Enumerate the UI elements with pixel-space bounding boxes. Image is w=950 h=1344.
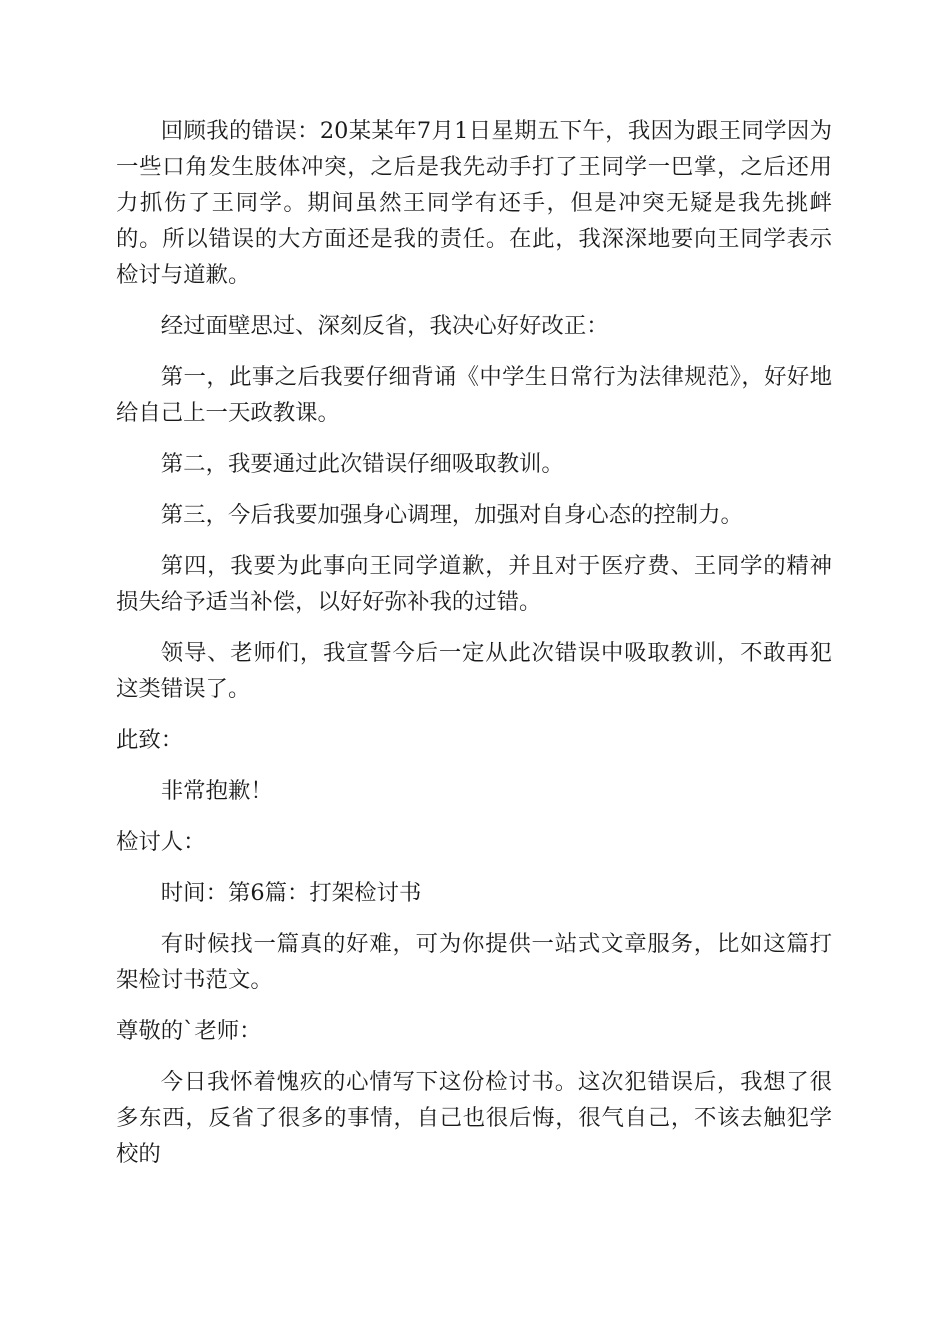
document-body	[116, 113, 832, 1187]
letter-greeting: 尊敬的`老师：	[116, 1018, 262, 1044]
paragraph-point-four: 第四，我要为此事向王同学道歉，并且对于医疗费、王同学的精神损失给予适当补偿，以好好弥补我的过错。	[116, 553, 832, 615]
closing-salutation: 此致：	[116, 727, 184, 753]
paragraph-letter-opening: 今日我怀着愧疚的心情写下这份检讨书。这次犯错误后，我想了很多东西，反省了很多的事情，自己也很后悔，很气自己，不该去触犯学校的	[116, 1069, 832, 1167]
paragraph-point-one: 第一，此事之后我要仔细背诵《中学生日常行为法律规范》，好好地给自己上一天政教课。	[116, 364, 832, 426]
closing-apology: 非常抱歉！	[160, 778, 273, 804]
paragraph-service-note: 有时候找一篇真的好难，可为你提供一站式文章服务，比如这篇打架检讨书范文。	[116, 931, 832, 993]
paragraph-error-review: 回顾我的错误：20某某年7月1日星期五下午，我因为跟王同学因为一些口角发生肢体冲突，之后是我先动手打了王同学一巴掌，之后还用力抓伤了王同学。期间虽然王同学有还手，但是冲突无疑是我先挑衅的。所以错误的大方面还是我的责任。在此，我深深地要向王同学表示检讨与道歉。	[116, 118, 832, 288]
paragraph-pledge: 领导、老师们，我宣誓今后一定从此次错误中吸取教训，不敢再犯这类错误了。	[116, 640, 832, 702]
paragraph-resolution-intro: 经过面壁思过、深刻反省，我决心好好改正：	[160, 313, 609, 339]
signature-label: 检讨人：	[116, 829, 206, 855]
paragraph-point-three: 第三，今后我要加强身心调理，加强对自身心态的控制力。	[160, 502, 743, 528]
paragraph-point-two: 第二，我要通过此次错误仔细吸取教训。	[160, 451, 564, 477]
date-and-section-title: 时间：第6篇：打架检讨书	[160, 880, 422, 906]
